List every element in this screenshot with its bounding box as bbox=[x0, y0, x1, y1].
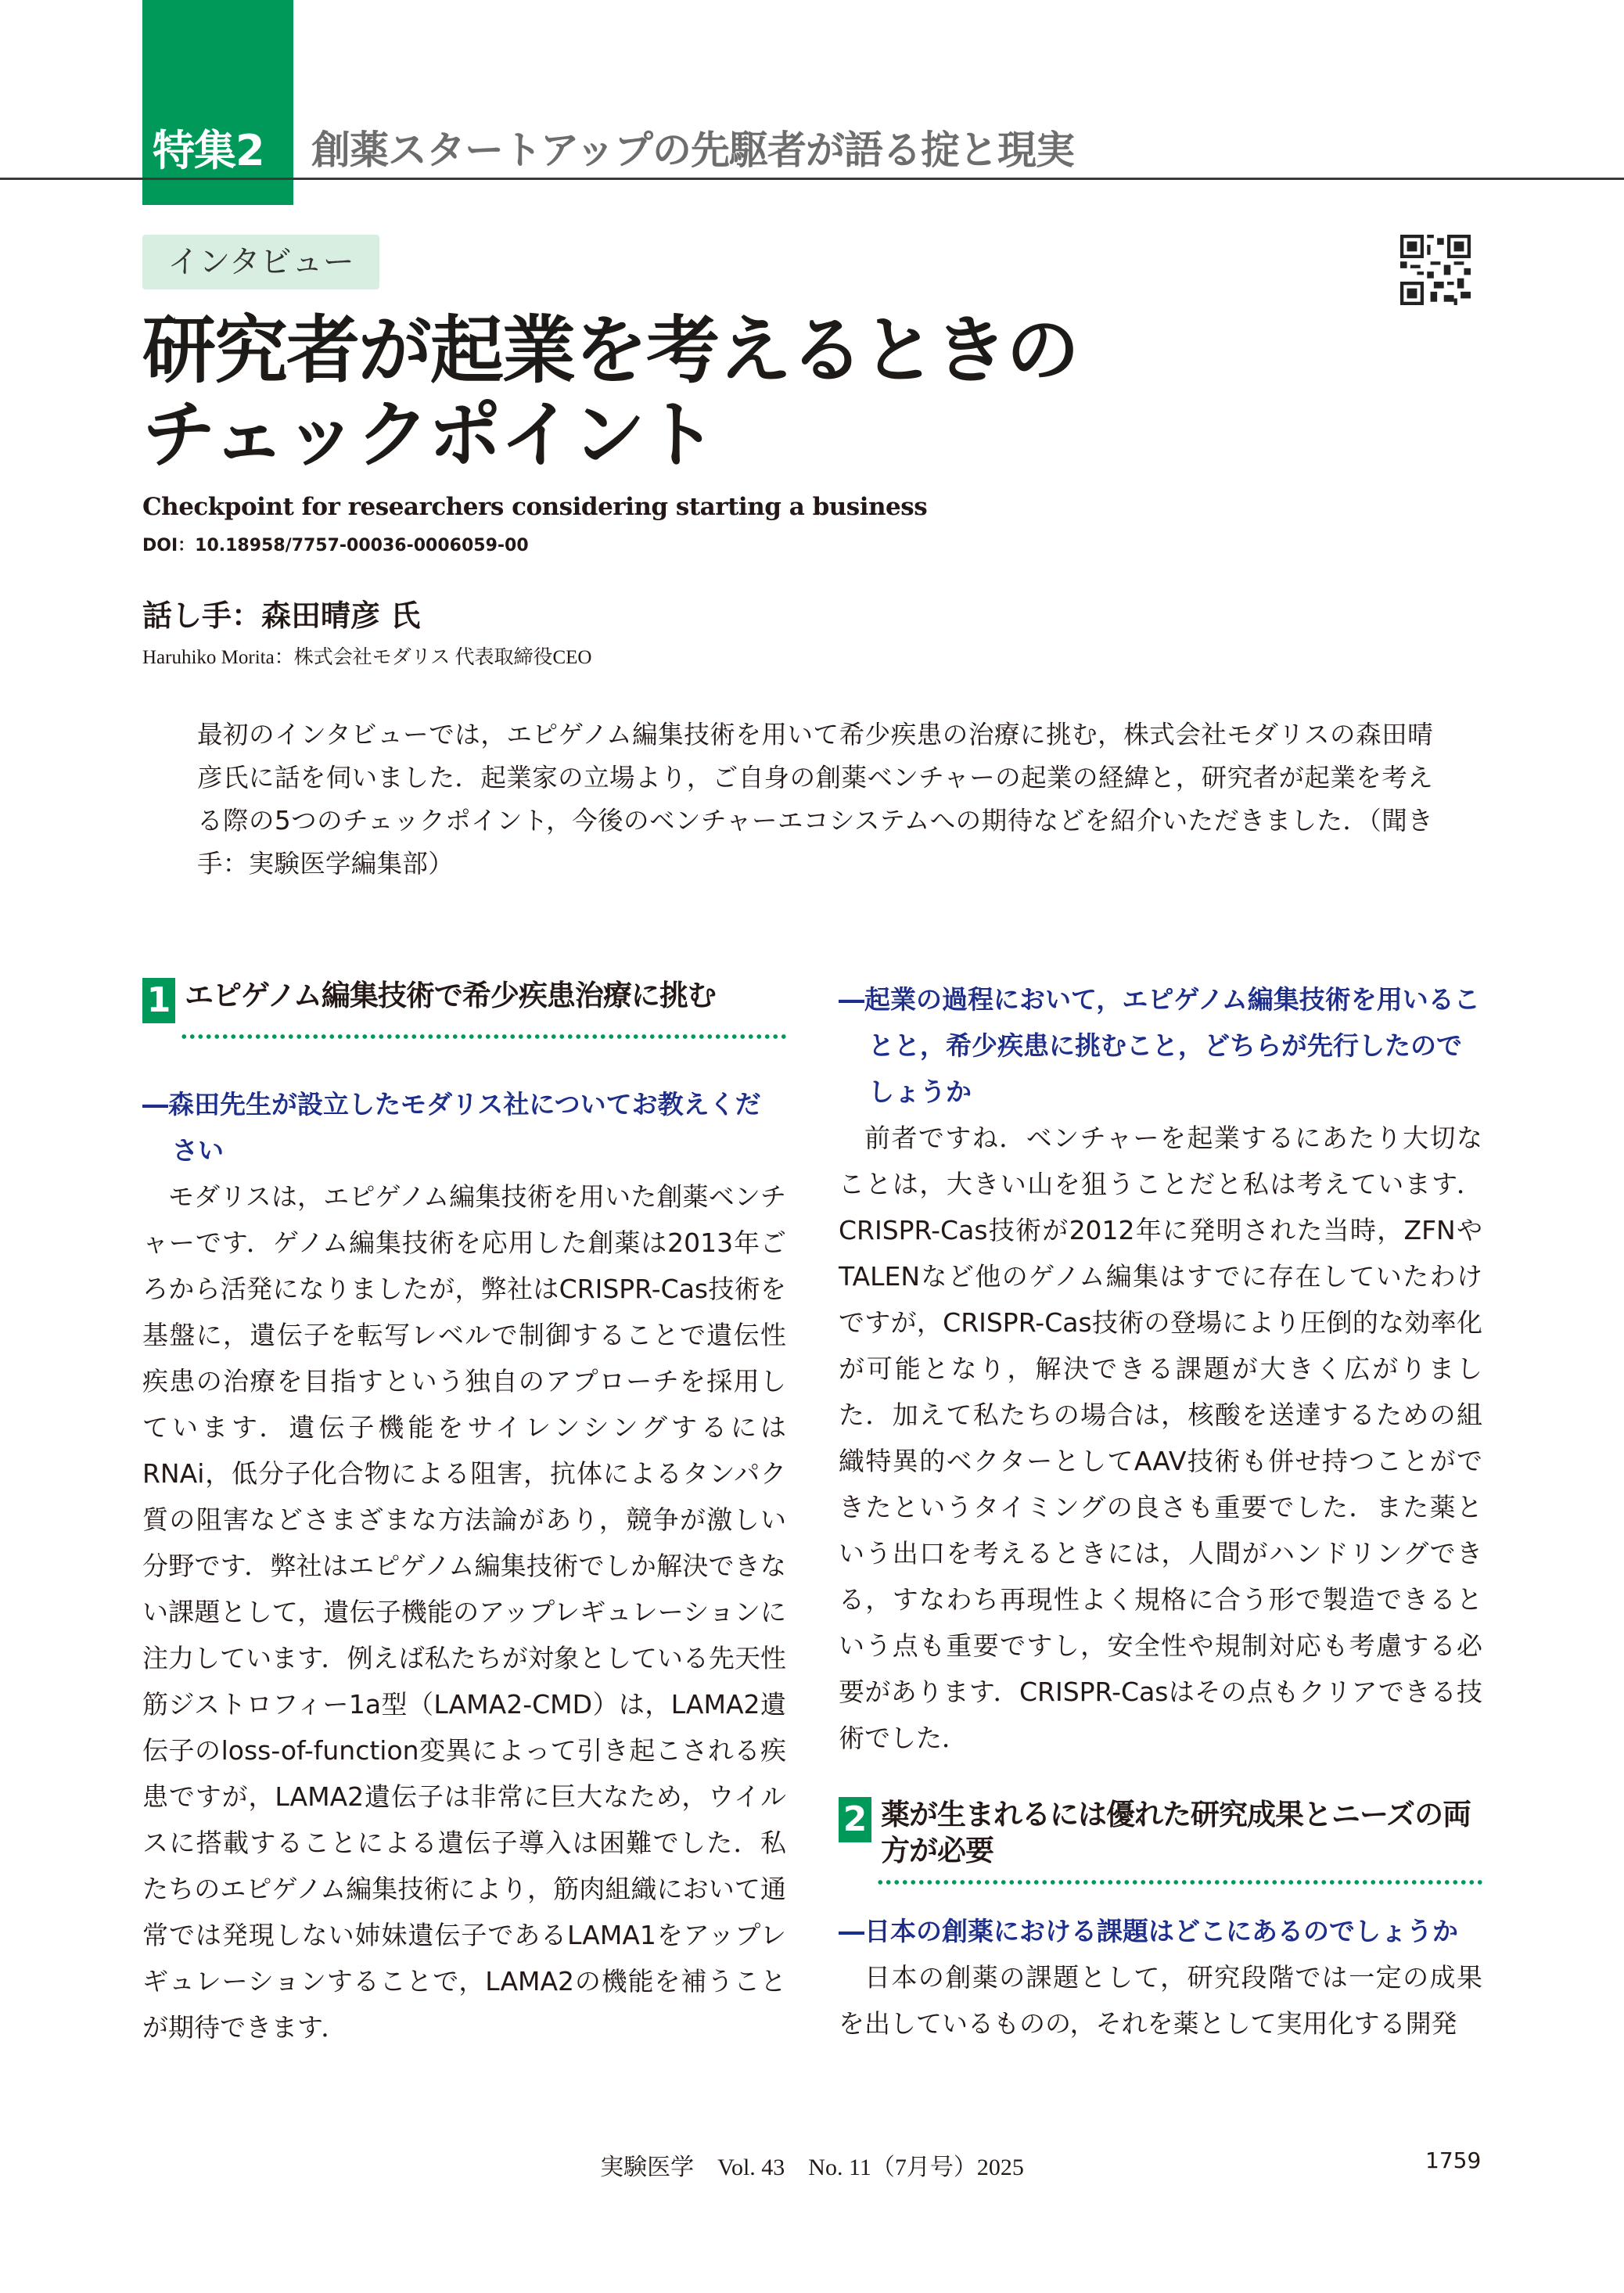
doi[interactable]: DOI：10.18958/7757-00036-0006059-00 bbox=[142, 536, 529, 555]
interview-question: ―日本の創薬における課題はどこにあるのでしょうか bbox=[839, 1916, 1458, 1946]
feature-label: 特集2 bbox=[153, 126, 264, 175]
title-line-2: チェックポイント bbox=[142, 393, 717, 478]
article-type-tag: インタビュー bbox=[142, 235, 379, 289]
speaker-affiliation: Haruhiko Morita：株式会社モダリス 代表取締役CEO bbox=[142, 647, 592, 668]
interview-answer: モダリスは，エピゲノム編集技術を用いた創薬ベンチャーです．ゲノム編集技術を応用した創薬は2013年ごろから活発になりましたが，弊社はCRISPR-Cas技術を基盤に，遺伝子を転写レベルで制御することで遺伝性疾患の治療を目指すという独自のアプローチを採用しています．遺伝子機能をサイレンシングするにはRNAi，低分子化合物による阻害，抗体によるタンパク質の阻害などさまざまな方法論があり，競争が激しい分野です．弊社はエピゲノム編集技術でしか解決できない課題として，遺伝子機能のアップレギュレーションに注力しています．例えば私たちが対象としている先天性筋ジストロフィー1a型（LAMA2-CMD）は，LAMA2遺伝子のloss-of-function変異によって引き起こされる疾患ですが，LAMA2遺伝子は非常に巨大なため，ウイルスに搭載することによる遺伝子導入は困難でした．私たちのエピゲノム編集技術により，筋肉組織において通常では発現しない姉妹遺伝子であるLAMA1をアップレギュレーションすることで，LAMA2の機能を補うことが期待できます． bbox=[142, 1181, 786, 2043]
header-rule bbox=[0, 178, 1624, 180]
english-subtitle: Checkpoint for researchers considering starting a business bbox=[142, 493, 928, 521]
section-number: 1 bbox=[142, 978, 175, 1023]
section-number: 2 bbox=[839, 1797, 871, 1842]
article-title bbox=[142, 309, 1078, 478]
dotted-divider bbox=[876, 1880, 1482, 1885]
lead-paragraph: 最初のインタビューでは，エピゲノム編集技術を用いて希少疾患の治療に挑む，株式会社モダリスの森田晴彦氏に話を伺いました．起業家の立場より，ご自身の創薬ベンチャーの起業の経緯と，研究者が起業を考える際の5つのチェックポイント，今後のベンチャーエコシステムへの期待などを紹介いただきました．（聞き手：実験医学編集部） bbox=[197, 720, 1433, 879]
interview-answer: 前者ですね．ベンチャーを起業するにあたり大切なことは，大きい山を狙うことだと私は考えています．CRISPR-Cas技術が2012年に発明された当時，ZFNやTALENなど他のゲノム編集はすでに存在していたわけですが，CRISPR-Cas技術の登場により圧倒的な効率化が可能となり，解決できる課題が大きく広がりました．加えて私たちの場合は，核酸を送達するための組織特異的ベクターとしてAAV技術も併せ持つことができたというタイミングの良さも重要でした．また薬という出口を考えるときには，人間がハンドリングできる，すなわち再現性よく規格に合う形で製造できるという点も重要ですし，安全性や規制対応も考慮する必要があります．CRISPR-Casはその点もクリアできる技術でした． bbox=[839, 1123, 1483, 1753]
interview-question: ―起業の過程において，エピゲノム編集技術を用いることと，希少疾患に挑むこと，どちらが先行したのでしょうか bbox=[839, 984, 1480, 1107]
left-column bbox=[142, 978, 786, 2050]
dotted-divider bbox=[180, 1034, 786, 1039]
section-heading-2 bbox=[839, 1797, 1482, 1880]
interview-answer: 日本の創薬の課題として，研究段階では一定の成果を出しているものの，それを薬として実用化する開発 bbox=[839, 1962, 1482, 2039]
qr-code-icon[interactable] bbox=[1400, 235, 1471, 305]
series-title: 創薬スタートアップの先駆者が語る掟と現実 bbox=[311, 128, 1074, 173]
interview-question: ―森田先生が設立したモダリス社についてお教えください bbox=[142, 1089, 761, 1166]
section-title: エピゲノム編集技術で希少疾患治療に挑む bbox=[185, 979, 716, 1012]
speaker: 話し手：森田晴彦 氏 bbox=[142, 598, 421, 633]
section-title: 薬が生まれるには優れた研究成果とニーズの両方が必要 bbox=[881, 1798, 1471, 1867]
page-number: 1759 bbox=[1425, 2147, 1482, 2173]
right-column bbox=[839, 976, 1482, 2047]
title-line-1: 研究者が起業を考えるときの bbox=[142, 308, 1079, 394]
section-heading-1 bbox=[142, 978, 786, 1034]
journal-footer: 実験医学 Vol. 43 No. 11（7月号）2025 bbox=[600, 2155, 1024, 2180]
